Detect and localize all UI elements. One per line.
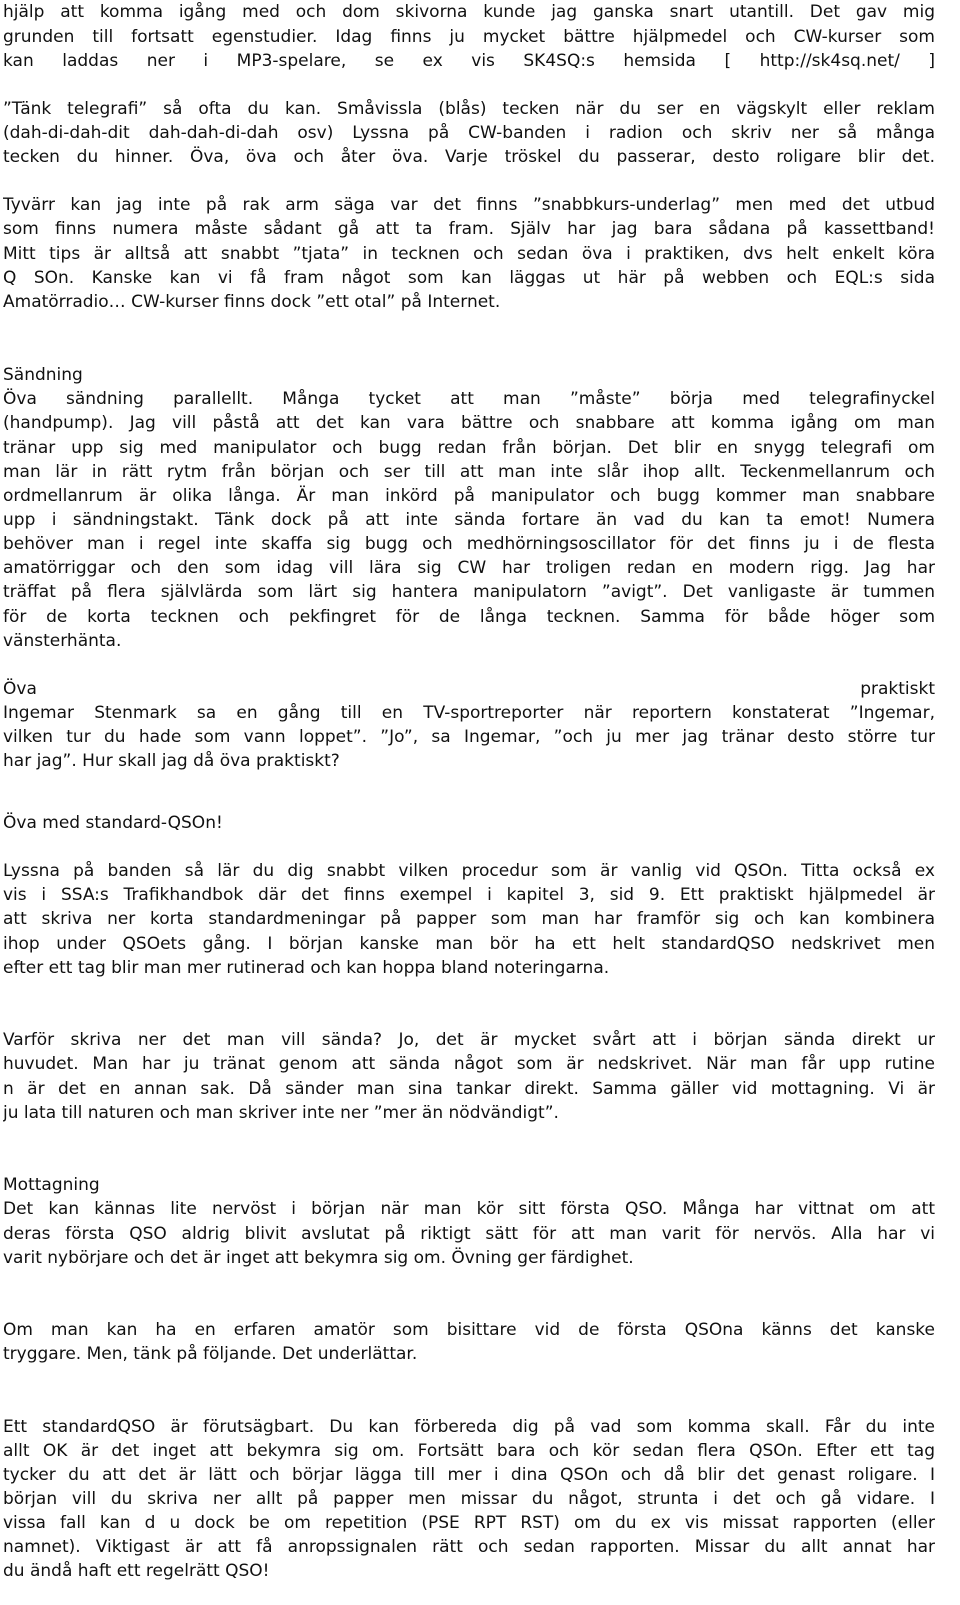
text-line: vilken tur du hade som vann loppet”. ”Jo”, sa Ingemar, ”och ju mer jag tränar desto större tur xyxy=(3,727,935,747)
text-line: varit nybörjare och det är inget att bekymra sig om. Övning ger färdighet. xyxy=(3,1248,634,1268)
text-line: efter ett tag blir man mer rutinerad och kan hoppa bland noteringarna. xyxy=(3,958,610,978)
text-line: Sändning xyxy=(3,365,83,385)
text-line: Om man kan ha en erfaren amatör som bisittare vid de första QSOna känns det kanske xyxy=(3,1320,935,1340)
text-line: upp i sändningstakt. Tänk dock på att inte sända fortare än vad du kan ta emot! Numera xyxy=(3,510,935,530)
text-line: Öva med standard-QSOn! xyxy=(3,813,223,833)
text-line: början vill du skriva ner allt på papper men missar du något, strunta i det och gå vidare. I xyxy=(3,1489,935,1509)
text-line: Mottagning xyxy=(3,1175,100,1195)
text-line: tränar upp sig med manipulator och bugg redan från början. Det blir en snygg telegrafi om xyxy=(3,438,935,458)
text-line: vänsterhänta. xyxy=(3,631,122,651)
text-line: vis i SSA:s Trafikhandbok där det finns exempel i kapitel 3, sid 9. Ett praktiskt hjälpmedel är xyxy=(3,885,935,905)
text-line: Q SOn. Kanske kan vi få fram något som kan läggas ut här på webben och EQL:s sida xyxy=(3,268,935,288)
text-line: hjälp att komma igång med och dom skivorna kunde jag ganska snart utantill. Det gav mig xyxy=(3,2,935,22)
text-line: för de korta tecknen och pekfingret för de långa tecknen. Samma för både höger som xyxy=(3,607,935,627)
text-line: Amatörradio… CW-kurser finns dock ”ett otal” på Internet. xyxy=(3,292,501,312)
text-line: träffat på flera självlärda som lärt sig hantera manipulatorn ”avigt”. Det vanligaste är tummen xyxy=(3,582,935,602)
text-line: allt OK är det inget att bekymra sig om. Fortsätt bara och kör sedan flera QSOn. Efter ett tag xyxy=(3,1441,935,1461)
text-line: ju lata till naturen och man skriver inte ner ”mer än nödvändigt”. xyxy=(3,1103,559,1123)
text-line: som finns numera måste sådant gå att ta fram. Själv har jag bara sådana på kassettband! xyxy=(3,219,935,239)
text-line: kan laddas ner i MP3-spelare, se ex vis SK4SQ:s hemsida [ http://sk4sq.net/ ] xyxy=(3,51,935,71)
text-line: Öva praktiskt xyxy=(3,679,935,699)
text-line: ordmellanrum är olika långa. Är man inkörd på manipulator och bugg kommer man snabbare xyxy=(3,486,935,506)
text-line: (dah-di-dah-dit dah-dah-di-dah osv) Lyssna på CW-banden i radion och skriv ner så många xyxy=(3,123,935,143)
text-line: Ingemar Stenmark sa en gång till en TV-sportreporter när reportern konstaterat ”Ingemar, xyxy=(3,703,935,723)
text-line: namnet). Viktigast är att få anropssignalen rätt och sedan rapporten. Missar du allt annat har xyxy=(3,1537,935,1557)
text-line: man lär in rätt rytm från början och ser till att man inte slår ihop allt. Teckenmellanrum och xyxy=(3,462,935,482)
text-line: grunden till fortsatt egenstudier. Idag finns ju mycket bättre hjälpmedel och CW-kurser som xyxy=(3,27,935,47)
text-line: Öva sändning parallellt. Många tycket att man ”måste” börja med telegrafinyckel xyxy=(3,389,935,409)
text-line: Varför skriva ner det man vill sända? Jo, det är mycket svårt att i början sända direkt ur xyxy=(3,1030,935,1050)
text-line: du ändå haft ett regelrätt QSO! xyxy=(3,1561,270,1581)
text-line: Mitt tips är alltså att snabbt ”tjata” in tecknen och sedan öva i praktiken, dvs helt enkelt köra xyxy=(3,244,935,264)
text-line: Tyvärr kan jag inte på rak arm säga var det finns ”snabbkurs-underlag” men med det utbud xyxy=(3,195,935,215)
text-line: tryggare. Men, tänk på följande. Det underlättar. xyxy=(3,1344,418,1364)
text-line: behöver man i regel inte skaffa sig bugg och medhörningsoscillator för det finns ju i de flesta xyxy=(3,534,935,554)
text-line: Det kan kännas lite nervöst i början när man kör sitt första QSO. Många har vittnat om att xyxy=(3,1199,935,1219)
text-line: amatörriggar och den som idag vill lära sig CW har troligen redan en modern rigg. Jag har xyxy=(3,558,935,578)
text-line: att skriva ner korta standardmeningar på papper som man har framför sig och kan kombinera xyxy=(3,909,935,929)
text-line: tycker du att det är lätt och börjar lägga till mer i dina QSOn och då blir det genast roligare. I xyxy=(3,1465,935,1485)
text-line: ”Tänk telegrafi” så ofta du kan. Småvissla (blås) tecken när du ser en vägskylt eller reklam xyxy=(3,99,935,119)
text-line: Lyssna på banden så lär du dig snabbt vilken procedur som är vanlig vid QSOn. Titta också ex xyxy=(3,861,935,881)
text-line: n är det en annan sak. Då sänder man sina tankar direkt. Samma gäller vid mottagning. Vi är xyxy=(3,1079,935,1099)
text-line: vissa fall kan d u dock be om repetition (PSE RPT RST) om du ex vis missat rapporten (eller xyxy=(3,1513,935,1533)
text-line: huvudet. Man har ju tränat genom att sända något som är nedskrivet. När man får upp rutine xyxy=(3,1054,935,1074)
text-line: ihop under QSOets gång. I början kanske man bör ha ett helt standardQSO nedskrivet men xyxy=(3,934,935,954)
text-line: (handpump). Jag vill påstå att det kan vara bättre och snabbare att komma igång om man xyxy=(3,413,935,433)
text-line: har jag”. Hur skall jag då öva praktiskt? xyxy=(3,751,340,771)
text-line: deras första QSO aldrig blivit avslutat på riktigt sätt för att man varit för nervös. Alla har vi xyxy=(3,1224,935,1244)
text-line: Ett standardQSO är förutsägbart. Du kan förbereda dig på vad som komma skall. Får du inte xyxy=(3,1417,935,1437)
text-line: tecken du hinner. Öva, öva och åter öva. Varje tröskel du passerar, desto roligare blir det. xyxy=(3,147,935,167)
